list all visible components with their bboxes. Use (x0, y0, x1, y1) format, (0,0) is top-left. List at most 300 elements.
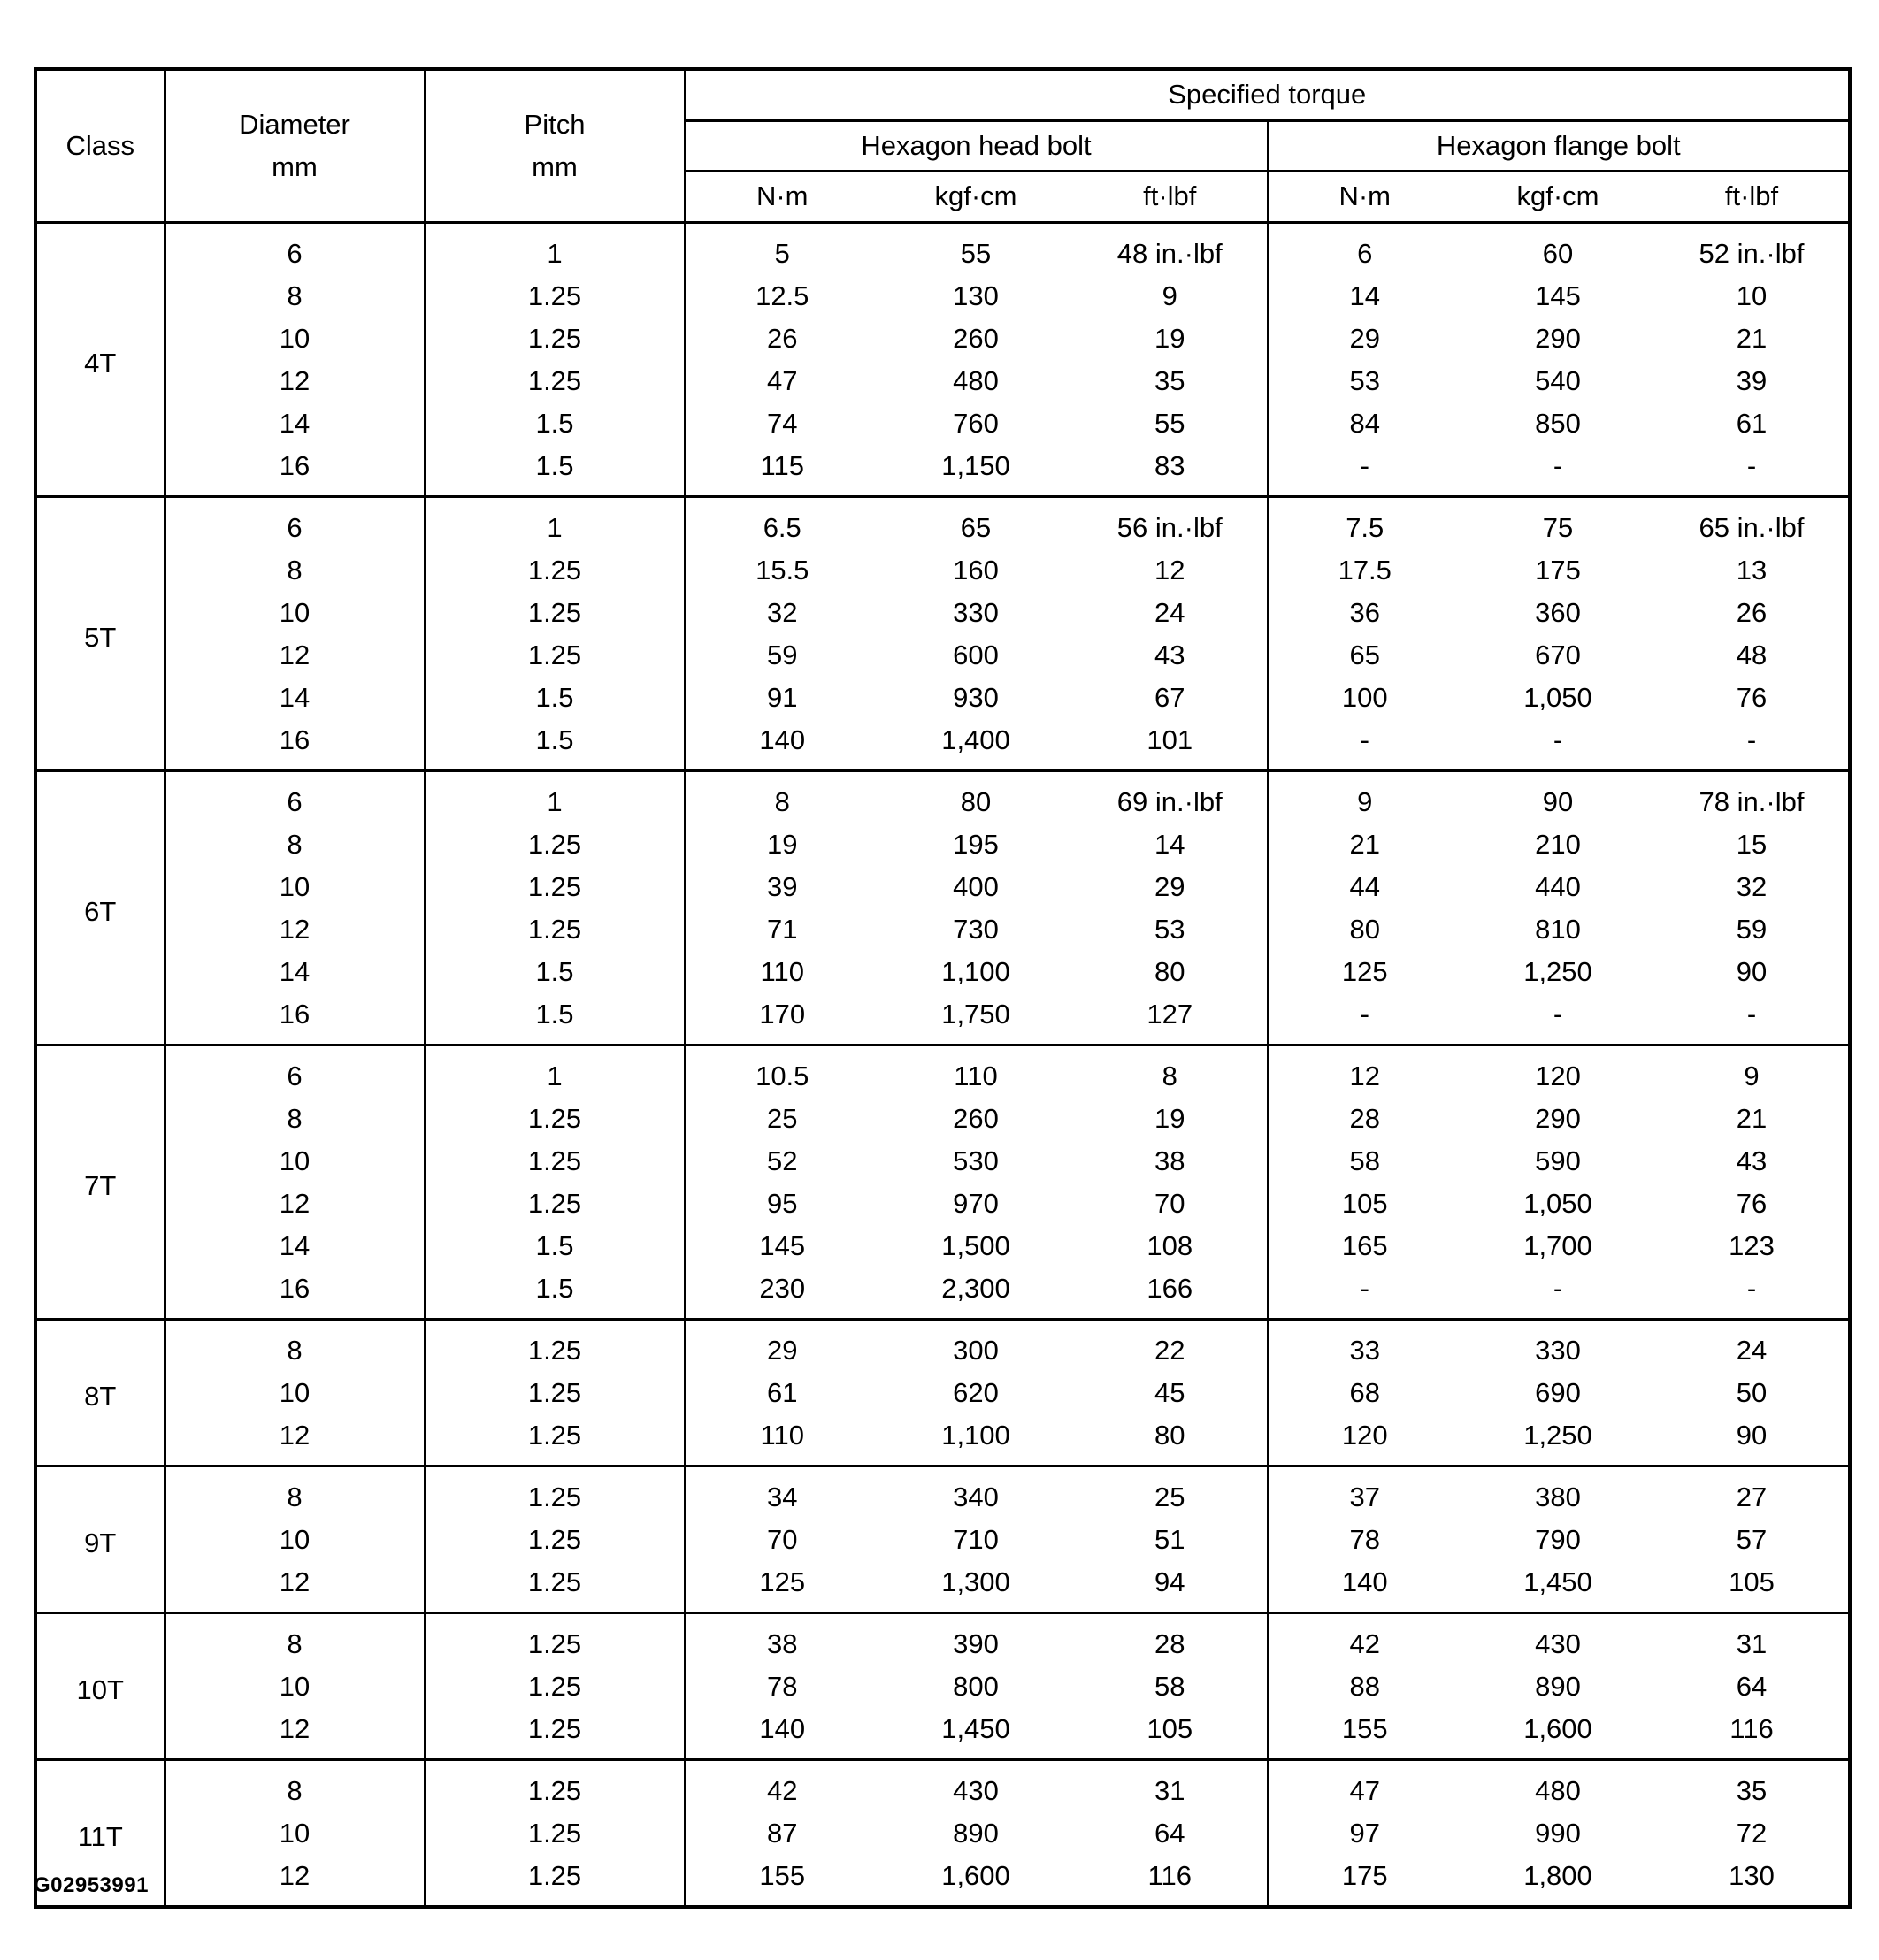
head-nm-cell: 6.5 (685, 496, 878, 549)
class-cell: 7T (35, 1045, 165, 1319)
pitch-cell: 1 (425, 222, 685, 275)
diameter-cell: 12 (165, 1561, 425, 1613)
pitch-cell: 1.25 (425, 549, 685, 592)
flange-kgfcm-cell: 290 (1535, 1102, 1581, 1134)
flange-ftlbf-cell: 57 (1655, 1519, 1850, 1561)
flange-nm-cell: 155 (1268, 1708, 1461, 1760)
class-cell: 8T (35, 1319, 165, 1466)
head-ftlbf-cell: 12 (1073, 549, 1268, 592)
table-row (35, 866, 1850, 908)
pitch-cell: 1.25 (425, 592, 685, 634)
flange-nm-cell: - (1268, 719, 1461, 771)
pitch-cell: 1.25 (425, 1519, 685, 1561)
flange-kgfcm-cell: 590 (1535, 1145, 1581, 1176)
head-kgfcm-cell: 1,100 (941, 955, 1010, 987)
class-cell: 5T (35, 496, 165, 770)
table-row (35, 549, 1850, 592)
flange-kgfcm-cell: 1,250 (1523, 955, 1592, 987)
table-row (35, 1561, 1850, 1613)
head-ftlbf-cell: 25 (1073, 1466, 1268, 1519)
flange-nm-cell: 36 (1268, 592, 1461, 634)
diameter-cell: 8 (165, 275, 425, 318)
table-row (35, 1708, 1850, 1760)
head-nm-cell: 15.5 (685, 549, 878, 592)
head-nm-cell: 155 (685, 1855, 878, 1907)
head-kgfcm-cell: 110 (878, 1045, 1073, 1098)
head-kgfcm-cell: 330 (953, 596, 999, 628)
head-kgfcm-cell: 800 (953, 1670, 999, 1702)
head-ftlbf-cell: 43 (1073, 634, 1268, 677)
flange-nm-cell: 21 (1268, 823, 1461, 866)
flange-ftlbf-cell: 21 (1655, 318, 1850, 360)
head-nm-cell: 78 (685, 1665, 878, 1708)
diameter-cell: 6 (165, 770, 425, 823)
head-ftlbf-cell: 45 (1073, 1372, 1268, 1414)
diameter-cell: 14 (165, 677, 425, 719)
table-row (35, 634, 1850, 677)
head-nm-cell: 91 (685, 677, 878, 719)
table-row (35, 951, 1850, 993)
head-nm-cell: 29 (685, 1319, 878, 1372)
pitch-cell: 1.25 (425, 275, 685, 318)
table-row (35, 222, 1850, 275)
flange-kgfcm-cell: 540 (1535, 364, 1581, 396)
head-ftlbf-cell: 127 (1073, 993, 1268, 1045)
flange-ftlbf-cell: 52 in.·lbf (1655, 222, 1850, 275)
diameter-cell: 10 (165, 1665, 425, 1708)
flange-kgfcm-cell: 330 (1461, 1319, 1655, 1372)
table-row (35, 770, 1850, 823)
flange-kgfcm-cell: 290 (1535, 322, 1581, 354)
head-nm-cell: 42 (685, 1759, 878, 1812)
unit-header-flange-kgfcm: kgf·cm (1461, 171, 1655, 222)
flange-kgfcm-cell: - (1553, 449, 1563, 481)
flange-ftlbf-cell: 15 (1655, 823, 1850, 866)
flange-kgfcm-cell: 890 (1535, 1670, 1581, 1702)
diameter-cell: 8 (165, 1759, 425, 1812)
head-ftlbf-cell: 19 (1073, 318, 1268, 360)
diameter-cell: 8 (165, 823, 425, 866)
flange-nm-cell: 17.5 (1268, 549, 1461, 592)
flange-nm-cell: 47 (1268, 1759, 1461, 1812)
flange-kgfcm-cell: 810 (1535, 913, 1581, 945)
diameter-cell: 10 (165, 866, 425, 908)
diameter-cell: 8 (165, 1466, 425, 1519)
head-nm-cell: 115 (685, 445, 878, 497)
flange-ftlbf-cell: 76 (1655, 677, 1850, 719)
flange-ftlbf-cell: 32 (1655, 866, 1850, 908)
pitch-cell: 1.5 (425, 1267, 685, 1320)
pitch-cell: 1.5 (425, 993, 685, 1045)
pitch-cell: 1.5 (425, 677, 685, 719)
flange-ftlbf-cell: - (1655, 719, 1850, 771)
flange-nm-cell: 65 (1268, 634, 1461, 677)
flange-nm-cell: 165 (1268, 1225, 1461, 1267)
head-nm-cell: 39 (685, 866, 878, 908)
pitch-cell: 1.25 (425, 1612, 685, 1665)
flange-nm-cell: 12 (1268, 1045, 1461, 1098)
flange-nm-cell: 42 (1268, 1612, 1461, 1665)
flange-ftlbf-cell: 59 (1655, 908, 1850, 951)
diameter-cell: 14 (165, 951, 425, 993)
head-kgfcm-cell: 55 (878, 222, 1073, 275)
pitch-cell: 1.5 (425, 719, 685, 771)
head-ftlbf-cell: 38 (1073, 1140, 1268, 1183)
head-nm-cell: 5 (685, 222, 878, 275)
table-row (35, 1519, 1850, 1561)
flange-ftlbf-cell: 78 in.·lbf (1655, 770, 1850, 823)
flange-kgfcm-cell: 120 (1461, 1045, 1655, 1098)
flange-nm-cell: 33 (1268, 1319, 1461, 1372)
table-row (35, 1372, 1850, 1414)
head-ftlbf-cell: 94 (1073, 1561, 1268, 1613)
flange-nm-cell: 44 (1268, 866, 1461, 908)
head-ftlbf-cell: 166 (1073, 1267, 1268, 1320)
class-cell: 6T (35, 770, 165, 1045)
head-ftlbf-cell: 51 (1073, 1519, 1268, 1561)
head-kgfcm-cell: 130 (953, 279, 999, 311)
head-ftlbf-cell: 24 (1073, 592, 1268, 634)
head-ftlbf-cell: 19 (1073, 1098, 1268, 1140)
head-nm-cell: 95 (685, 1183, 878, 1225)
flange-kgfcm-cell: 145 (1535, 279, 1581, 311)
head-nm-cell: 170 (685, 993, 878, 1045)
table-row (35, 1414, 1850, 1466)
flange-ftlbf-cell: 24 (1655, 1319, 1850, 1372)
table-row (35, 1319, 1850, 1372)
flange-ftlbf-cell: 50 (1655, 1372, 1850, 1414)
head-ftlbf-cell: 116 (1073, 1855, 1268, 1907)
head-kgfcm-cell: 1,150 (941, 449, 1010, 481)
head-ftlbf-cell: 80 (1073, 1414, 1268, 1466)
flange-nm-cell: 6 (1268, 222, 1461, 275)
flange-ftlbf-cell: 27 (1655, 1466, 1850, 1519)
diameter-cell: 10 (165, 1140, 425, 1183)
table-row (35, 275, 1850, 318)
diameter-cell: 16 (165, 993, 425, 1045)
head-nm-cell: 74 (685, 402, 878, 445)
head-kgfcm-cell: 1,500 (941, 1229, 1010, 1261)
head-kgfcm-cell: 1,600 (941, 1859, 1010, 1891)
flange-ftlbf-cell: 64 (1655, 1665, 1850, 1708)
head-kgfcm-cell: 1,400 (941, 724, 1010, 755)
head-kgfcm-cell: 390 (878, 1612, 1073, 1665)
flange-nm-cell: 97 (1268, 1812, 1461, 1855)
head-ftlbf-cell: 35 (1073, 360, 1268, 402)
head-ftlbf-cell: 83 (1073, 445, 1268, 497)
head-kgfcm-cell: 890 (953, 1817, 999, 1849)
head-ftlbf-cell: 48 in.·lbf (1073, 222, 1268, 275)
head-kgfcm-cell: 480 (953, 364, 999, 396)
head-ftlbf-cell: 58 (1073, 1665, 1268, 1708)
table-row (35, 993, 1850, 1045)
flange-nm-cell: 37 (1268, 1466, 1461, 1519)
flange-nm-cell: - (1268, 993, 1461, 1045)
head-ftlbf-cell: 80 (1073, 951, 1268, 993)
head-kgfcm-cell: 970 (953, 1187, 999, 1219)
flange-ftlbf-cell: 10 (1655, 275, 1850, 318)
head-ftlbf-cell: 53 (1073, 908, 1268, 951)
diameter-cell: 8 (165, 549, 425, 592)
flange-ftlbf-cell: 72 (1655, 1812, 1850, 1855)
pitch-cell: 1.25 (425, 1319, 685, 1372)
pitch-cell: 1.25 (425, 866, 685, 908)
flange-nm-cell: 29 (1268, 318, 1461, 360)
flange-nm-cell: 125 (1268, 951, 1461, 993)
pitch-cell: 1.25 (425, 823, 685, 866)
diameter-cell: 10 (165, 592, 425, 634)
head-nm-cell: 34 (685, 1466, 878, 1519)
flange-kgfcm-cell: 60 (1461, 222, 1655, 275)
head-nm-cell: 230 (685, 1267, 878, 1320)
head-nm-cell: 145 (685, 1225, 878, 1267)
flange-ftlbf-cell: 76 (1655, 1183, 1850, 1225)
unit-header-flange-nm: N·m (1268, 171, 1461, 222)
head-ftlbf-cell: 9 (1073, 275, 1268, 318)
torque-specification-table (34, 67, 1852, 1909)
table-row (35, 318, 1850, 360)
table-row (35, 1855, 1850, 1907)
flange-nm-cell: 84 (1268, 402, 1461, 445)
diameter-cell: 12 (165, 908, 425, 951)
flange-ftlbf-cell: 35 (1655, 1759, 1850, 1812)
flange-nm-cell: 78 (1268, 1519, 1461, 1561)
head-ftlbf-cell: 28 (1073, 1612, 1268, 1665)
flange-kgfcm-cell: 360 (1535, 596, 1581, 628)
flange-kgfcm-cell: 430 (1461, 1612, 1655, 1665)
flange-ftlbf-cell: - (1655, 445, 1850, 497)
head-nm-cell: 8 (685, 770, 878, 823)
pitch-cell: 1 (425, 496, 685, 549)
class-cell: 10T (35, 1612, 165, 1759)
flange-kgfcm-cell: 480 (1461, 1759, 1655, 1812)
head-ftlbf-cell: 8 (1073, 1045, 1268, 1098)
flange-nm-cell: 80 (1268, 908, 1461, 951)
flange-nm-cell: 140 (1268, 1561, 1461, 1613)
head-nm-cell: 38 (685, 1612, 878, 1665)
pitch-cell: 1.5 (425, 951, 685, 993)
pitch-cell: 1.25 (425, 1855, 685, 1907)
head-nm-cell: 59 (685, 634, 878, 677)
head-kgfcm-cell: 600 (953, 639, 999, 670)
head-nm-cell: 12.5 (685, 275, 878, 318)
head-kgfcm-cell: 65 (878, 496, 1073, 549)
flange-kgfcm-cell: 210 (1535, 828, 1581, 860)
head-kgfcm-cell: 530 (953, 1145, 999, 1176)
table-row (35, 1183, 1850, 1225)
flange-nm-cell: 88 (1268, 1665, 1461, 1708)
head-nm-cell: 47 (685, 360, 878, 402)
head-nm-cell: 32 (685, 592, 878, 634)
diameter-cell: 12 (165, 1708, 425, 1760)
flange-nm-cell: 120 (1268, 1414, 1461, 1466)
head-nm-cell: 110 (685, 951, 878, 993)
diameter-cell: 14 (165, 1225, 425, 1267)
diameter-cell: 6 (165, 222, 425, 275)
flange-kgfcm-cell: 1,050 (1523, 1187, 1592, 1219)
flange-kgfcm-cell: 90 (1461, 770, 1655, 823)
diameter-cell: 10 (165, 318, 425, 360)
pitch-cell: 1.5 (425, 445, 685, 497)
pitch-cell: 1.25 (425, 1414, 685, 1466)
flange-kgfcm-cell: 380 (1461, 1466, 1655, 1519)
pitch-cell: 1.25 (425, 1183, 685, 1225)
head-ftlbf-cell: 56 in.·lbf (1073, 496, 1268, 549)
head-nm-cell: 52 (685, 1140, 878, 1183)
table-row (35, 592, 1850, 634)
flange-ftlbf-cell: 43 (1655, 1140, 1850, 1183)
flange-nm-cell: - (1268, 1267, 1461, 1320)
flange-ftlbf-cell: 105 (1655, 1561, 1850, 1613)
pitch-cell: 1.25 (425, 634, 685, 677)
diameter-cell: 6 (165, 1045, 425, 1098)
diameter-header: Diameter mm (165, 69, 425, 222)
flange-kgfcm-cell: 1,050 (1523, 681, 1592, 713)
table-row (35, 496, 1850, 549)
head-kgfcm-cell: 760 (953, 407, 999, 439)
diameter-cell: 12 (165, 1855, 425, 1907)
flange-ftlbf-cell: 90 (1655, 951, 1850, 993)
pitch-cell: 1.25 (425, 1140, 685, 1183)
head-nm-cell: 71 (685, 908, 878, 951)
head-ftlbf-cell: 31 (1073, 1759, 1268, 1812)
flange-ftlbf-cell: 31 (1655, 1612, 1850, 1665)
table-row (35, 1045, 1850, 1098)
unit-header-head-ftlbf: ft·lbf (1073, 171, 1268, 222)
pitch-cell: 1.5 (425, 402, 685, 445)
flange-kgfcm-cell: 670 (1535, 639, 1581, 670)
diameter-cell: 16 (165, 719, 425, 771)
hexagon-head-bolt-header: Hexagon head bolt (685, 120, 1268, 171)
diameter-cell: 6 (165, 496, 425, 549)
head-kgfcm-cell: 930 (953, 681, 999, 713)
table-row (35, 402, 1850, 445)
flange-kgfcm-cell: - (1553, 1272, 1563, 1304)
diameter-cell: 8 (165, 1098, 425, 1140)
head-kgfcm-cell: 260 (953, 322, 999, 354)
head-ftlbf-cell: 29 (1073, 866, 1268, 908)
class-cell: 9T (35, 1466, 165, 1612)
flange-kgfcm-cell: - (1553, 724, 1563, 755)
flange-kgfcm-cell: 1,700 (1523, 1229, 1592, 1261)
flange-ftlbf-cell: - (1655, 1267, 1850, 1320)
pitch-cell: 1 (425, 770, 685, 823)
table-row (35, 1812, 1850, 1855)
unit-header-head-nm: N·m (685, 171, 878, 222)
diameter-cell: 16 (165, 445, 425, 497)
flange-kgfcm-cell: 1,250 (1523, 1419, 1592, 1451)
flange-ftlbf-cell: - (1655, 993, 1850, 1045)
head-ftlbf-cell: 101 (1073, 719, 1268, 771)
table-row (35, 445, 1850, 497)
pitch-cell: 1.25 (425, 1759, 685, 1812)
head-kgfcm-cell: 430 (878, 1759, 1073, 1812)
table-row (35, 1098, 1850, 1140)
head-kgfcm-cell: 1,100 (941, 1419, 1010, 1451)
head-kgfcm-cell: 195 (953, 828, 999, 860)
head-kgfcm-cell: 1,300 (941, 1566, 1010, 1597)
head-ftlbf-cell: 22 (1073, 1319, 1268, 1372)
head-kgfcm-cell: 260 (953, 1102, 999, 1134)
pitch-cell: 1.25 (425, 1561, 685, 1613)
flange-kgfcm-cell: 1,600 (1523, 1712, 1592, 1744)
flange-kgfcm-cell: 990 (1535, 1817, 1581, 1849)
flange-nm-cell: 28 (1268, 1098, 1461, 1140)
table-row (35, 719, 1850, 771)
flange-nm-cell: - (1268, 445, 1461, 497)
diameter-cell: 16 (165, 1267, 425, 1320)
head-nm-cell: 87 (685, 1812, 878, 1855)
pitch-cell: 1.25 (425, 1812, 685, 1855)
flange-nm-cell: 53 (1268, 360, 1461, 402)
pitch-cell: 1.25 (425, 908, 685, 951)
flange-kgfcm-cell: 175 (1535, 554, 1581, 586)
pitch-cell: 1.25 (425, 318, 685, 360)
diameter-cell: 12 (165, 1414, 425, 1466)
table-row (35, 1140, 1850, 1183)
specified-torque-header: Specified torque (685, 69, 1850, 120)
head-nm-cell: 19 (685, 823, 878, 866)
class-cell: 4T (35, 222, 165, 496)
head-nm-cell: 140 (685, 1708, 878, 1760)
head-ftlbf-cell: 67 (1073, 677, 1268, 719)
flange-ftlbf-cell: 13 (1655, 549, 1850, 592)
table-row (35, 908, 1850, 951)
flange-ftlbf-cell: 116 (1655, 1708, 1850, 1760)
head-ftlbf-cell: 14 (1073, 823, 1268, 866)
head-kgfcm-cell: 1,750 (941, 998, 1010, 1030)
flange-nm-cell: 9 (1268, 770, 1461, 823)
head-ftlbf-cell: 69 in.·lbf (1073, 770, 1268, 823)
pitch-header: Pitch mm (425, 69, 685, 222)
table-row (35, 1466, 1850, 1519)
head-kgfcm-cell: 710 (953, 1523, 999, 1555)
flange-ftlbf-cell: 9 (1655, 1045, 1850, 1098)
head-ftlbf-cell: 108 (1073, 1225, 1268, 1267)
flange-nm-cell: 175 (1268, 1855, 1461, 1907)
flange-nm-cell: 68 (1268, 1372, 1461, 1414)
figure-id: G02953991 (34, 1873, 149, 1897)
flange-ftlbf-cell: 65 in.·lbf (1655, 496, 1850, 549)
unit-header-flange-ftlbf: ft·lbf (1655, 171, 1850, 222)
flange-kgfcm-cell: 790 (1535, 1523, 1581, 1555)
head-nm-cell: 25 (685, 1098, 878, 1140)
table-row (35, 823, 1850, 866)
flange-kgfcm-cell: 1,450 (1523, 1566, 1592, 1597)
flange-nm-cell: 58 (1268, 1140, 1461, 1183)
head-nm-cell: 10.5 (685, 1045, 878, 1098)
flange-ftlbf-cell: 61 (1655, 402, 1850, 445)
pitch-cell: 1.5 (425, 1225, 685, 1267)
flange-kgfcm-cell: 1,800 (1523, 1859, 1592, 1891)
head-nm-cell: 140 (685, 719, 878, 771)
flange-ftlbf-cell: 48 (1655, 634, 1850, 677)
head-kgfcm-cell: 340 (878, 1466, 1073, 1519)
table-row (35, 1612, 1850, 1665)
table-row (35, 1665, 1850, 1708)
pitch-cell: 1 (425, 1045, 685, 1098)
flange-kgfcm-cell: - (1553, 998, 1563, 1030)
pitch-cell: 1.25 (425, 1372, 685, 1414)
table-body (35, 222, 1850, 1907)
head-ftlbf-cell: 105 (1073, 1708, 1268, 1760)
flange-kgfcm-cell: 690 (1535, 1376, 1581, 1408)
head-kgfcm-cell: 620 (953, 1376, 999, 1408)
head-kgfcm-cell: 1,450 (941, 1712, 1010, 1744)
flange-ftlbf-cell: 123 (1655, 1225, 1850, 1267)
diameter-cell: 8 (165, 1612, 425, 1665)
pitch-cell: 1.25 (425, 1665, 685, 1708)
